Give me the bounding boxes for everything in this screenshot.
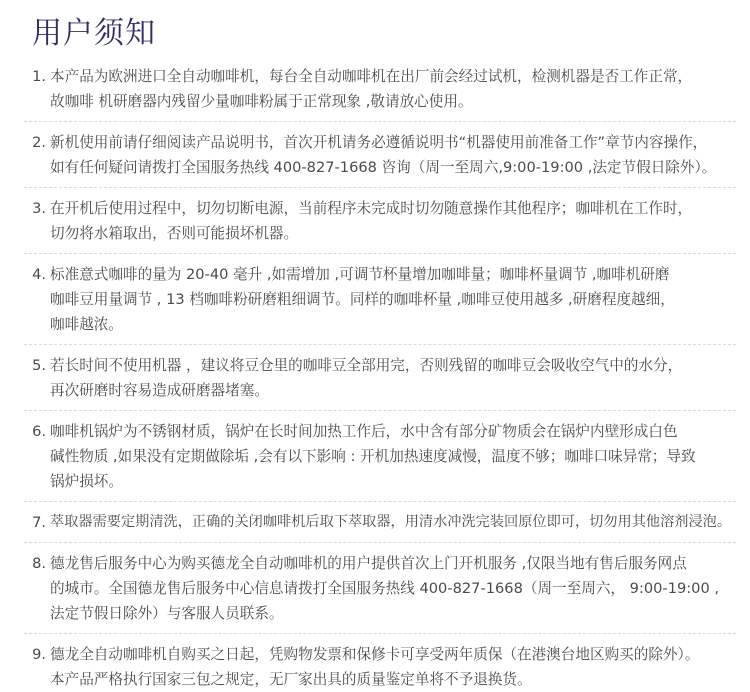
notice-item [24,353,736,403]
notice-text [46,64,736,114]
notice-number: 7. [32,514,46,531]
notice-item [24,64,736,114]
notice-text-line: 新机使用前请仔细阅读产品说明书，首次开机请务必遵循说明书“机器使用前准备工作”章节内容操作， [50,134,708,151]
notice-number: 6. [32,423,46,440]
notice-number: 5. [32,357,46,374]
notice-divider [24,542,736,544]
notice-text-line: 咖啡豆用量调节 , 13 档咖啡粉研磨粗细调节。同样的咖啡杯量 ,咖啡豆使用越多 ,研磨程度越细， [50,291,675,308]
notice-divider [24,633,736,635]
notice-list [24,64,736,692]
notice-text-line: 锅炉损坏。 [50,473,123,490]
notice-text-line: 萃取器需要定期清洗，正确的关闭咖啡机后取下萃取器，用清水冲洗完装回原位即可，切勿用其他溶剂浸泡。 [50,514,732,530]
notice-text-line: 咖啡越浓。 [50,316,123,333]
notice-number: 8. [32,555,46,572]
notice-number: 2. [32,134,46,151]
notice-item [24,130,736,180]
notice-text [46,262,736,337]
notice-text [46,551,736,626]
notice-item [24,510,736,535]
notice-text-line: 本产品为欧洲进口全自动咖啡机，每台全自动咖啡机在出厂前会经过试机，检测机器是否工作正常， [50,68,693,85]
notice-text [46,642,736,692]
notice-item [24,196,736,246]
notice-text-line: 德龙全自动咖啡机自购买之日起，凭购物发票和保修卡可享受两年质保（在港澳台地区购买的除外）。 [50,646,700,663]
notice-item [24,419,736,494]
notice-text [46,510,736,535]
notice-text-line: 切勿将水箱取出，否则可能损坏机器。 [50,225,299,242]
notice-divider [24,410,736,412]
notice-text-line: 本产品严格执行国家三包之规定，无厂家出具的质量鉴定单将不予退换货。 [50,671,532,688]
notice-text-line: 再次研磨时容易造成研磨器堵塞。 [50,382,269,399]
notice-number: 4. [32,266,46,283]
notice-text-line: 如有任何疑问请拨打全国服务热线 400-827-1668 咨询（周一至周六,9:00-19:00 ,法定节假日除外）。 [50,159,717,176]
notice-divider [24,187,736,189]
notice-text [46,419,736,494]
notice-text [46,353,736,403]
notice-text-line: 若长时间不使用机器 ，建议将豆仓里的咖啡豆全部用完，否则残留的咖啡豆会吸收空气中的水分， [50,357,683,374]
notice-text-line: 在开机后使用过程中，切勿切断电源，当前程序未完成时切勿随意操作其他程序；咖啡机在工作时， [50,200,693,217]
notice-text-line: 碱性物质 ,如果没有定期做除垢 ,会有以下影响 : 开机加热速度减慢，温度不够；咖啡口味异常；导致 [50,448,696,465]
page-title: 用户须知 [32,16,156,51]
notice-number: 9. [32,646,46,663]
notice-text-line: 标准意式咖啡的量为 20-40 毫升 ,如需增加 ,可调节杯量增加咖啡量；咖啡杯量调节 ,咖啡机研磨 [50,266,670,283]
notice-text-line: 法定节假日除外）与客服人员联系。 [50,605,284,622]
notice-text-line: 德龙售后服务中心为购买德龙全自动咖啡机的用户提供首次上门开机服务 ,仅限当地有售后服务网点 [50,555,687,572]
notice-text [46,130,736,180]
notice-item [24,262,736,337]
notice-divider [24,121,736,123]
notice-text-line: 故咖啡 机研磨器内残留少量咖啡粉属于正常现象 ,敬请放心使用。 [50,93,473,110]
notice-divider [24,344,736,346]
notice-divider [24,501,736,503]
notice-number: 3. [32,200,46,217]
notice-text [46,196,736,246]
notice-text-line: 的城市。全国德龙售后服务中心信息请拨打全国服务热线 400-827-1668（周一至周六， 9:00-19:00 , [50,580,720,597]
notice-divider [24,253,736,255]
notice-text-line: 咖啡机锅炉为不锈钢材质，锅炉在长时间加热工作后，水中含有部分矿物质会在锅炉内壁形成白色 [50,423,678,440]
notice-item [24,642,736,692]
notice-number: 1. [32,68,46,85]
notice-item [24,551,736,626]
